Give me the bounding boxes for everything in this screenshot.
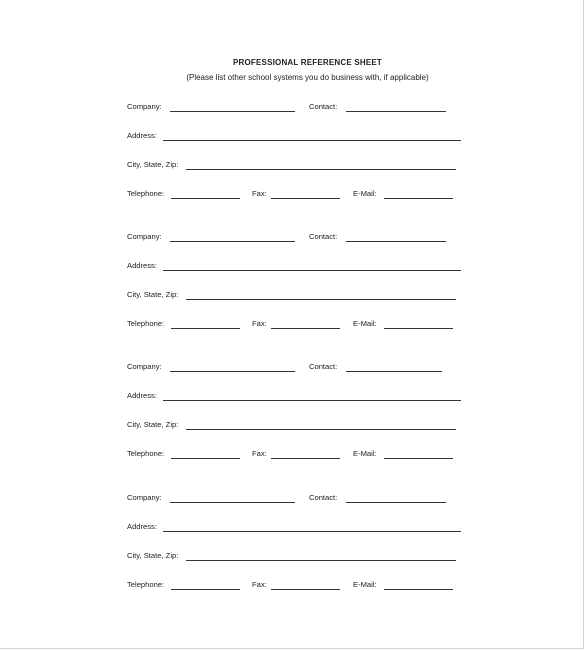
company-field[interactable]	[170, 502, 295, 503]
contact-field[interactable]	[346, 502, 446, 503]
address-label: Address:	[127, 261, 157, 270]
city-state-zip-field[interactable]	[186, 560, 456, 561]
fax-field[interactable]	[271, 328, 340, 329]
email-field[interactable]	[384, 458, 453, 459]
email-field[interactable]	[384, 328, 453, 329]
reference-block-4	[127, 493, 467, 603]
company-label: Company:	[127, 232, 162, 241]
email-label: E-Mail:	[353, 189, 377, 198]
contact-label: Contact:	[309, 493, 338, 502]
company-label: Company:	[127, 102, 162, 111]
contact-field[interactable]	[346, 241, 446, 242]
document-subtitle: (Please list other school systems you do business with, if applicable)	[186, 73, 429, 82]
address-label: Address:	[127, 391, 157, 400]
contact-label: Contact:	[309, 362, 338, 371]
city-state-zip-label: City, State, Zip:	[127, 551, 179, 560]
company-field[interactable]	[170, 371, 295, 372]
city-state-zip-label: City, State, Zip:	[127, 420, 179, 429]
telephone-field[interactable]	[171, 198, 240, 199]
contact-field[interactable]	[346, 111, 446, 112]
telephone-label: Telephone:	[127, 449, 165, 458]
email-label: E-Mail:	[353, 449, 377, 458]
telephone-label: Telephone:	[127, 580, 165, 589]
city-state-zip-label: City, State, Zip:	[127, 160, 179, 169]
fax-label: Fax:	[252, 189, 267, 198]
address-label: Address:	[127, 131, 157, 140]
address-field[interactable]	[163, 270, 461, 271]
email-field[interactable]	[384, 589, 453, 590]
reference-block-3	[127, 362, 467, 472]
city-state-zip-field[interactable]	[186, 169, 456, 170]
telephone-field[interactable]	[171, 458, 240, 459]
contact-field[interactable]	[346, 371, 442, 372]
email-field[interactable]	[384, 198, 453, 199]
address-field[interactable]	[163, 140, 461, 141]
company-label: Company:	[127, 493, 162, 502]
reference-block-2	[127, 232, 467, 342]
address-label: Address:	[127, 522, 157, 531]
telephone-field[interactable]	[171, 589, 240, 590]
city-state-zip-label: City, State, Zip:	[127, 290, 179, 299]
fax-field[interactable]	[271, 198, 340, 199]
contact-label: Contact:	[309, 232, 338, 241]
fax-label: Fax:	[252, 449, 267, 458]
address-field[interactable]	[163, 531, 461, 532]
reference-block-1	[127, 102, 467, 212]
telephone-field[interactable]	[171, 328, 240, 329]
document-title: PROFESSIONAL REFERENCE SHEET	[232, 58, 383, 67]
fax-label: Fax:	[252, 580, 267, 589]
city-state-zip-field[interactable]	[186, 429, 456, 430]
telephone-label: Telephone:	[127, 319, 165, 328]
fax-field[interactable]	[271, 458, 340, 459]
city-state-zip-field[interactable]	[186, 299, 456, 300]
company-field[interactable]	[170, 111, 295, 112]
email-label: E-Mail:	[353, 580, 377, 589]
contact-label: Contact:	[309, 102, 338, 111]
company-field[interactable]	[170, 241, 295, 242]
fax-label: Fax:	[252, 319, 267, 328]
address-field[interactable]	[163, 400, 461, 401]
telephone-label: Telephone:	[127, 189, 165, 198]
fax-field[interactable]	[271, 589, 340, 590]
email-label: E-Mail:	[353, 319, 377, 328]
company-label: Company:	[127, 362, 162, 371]
